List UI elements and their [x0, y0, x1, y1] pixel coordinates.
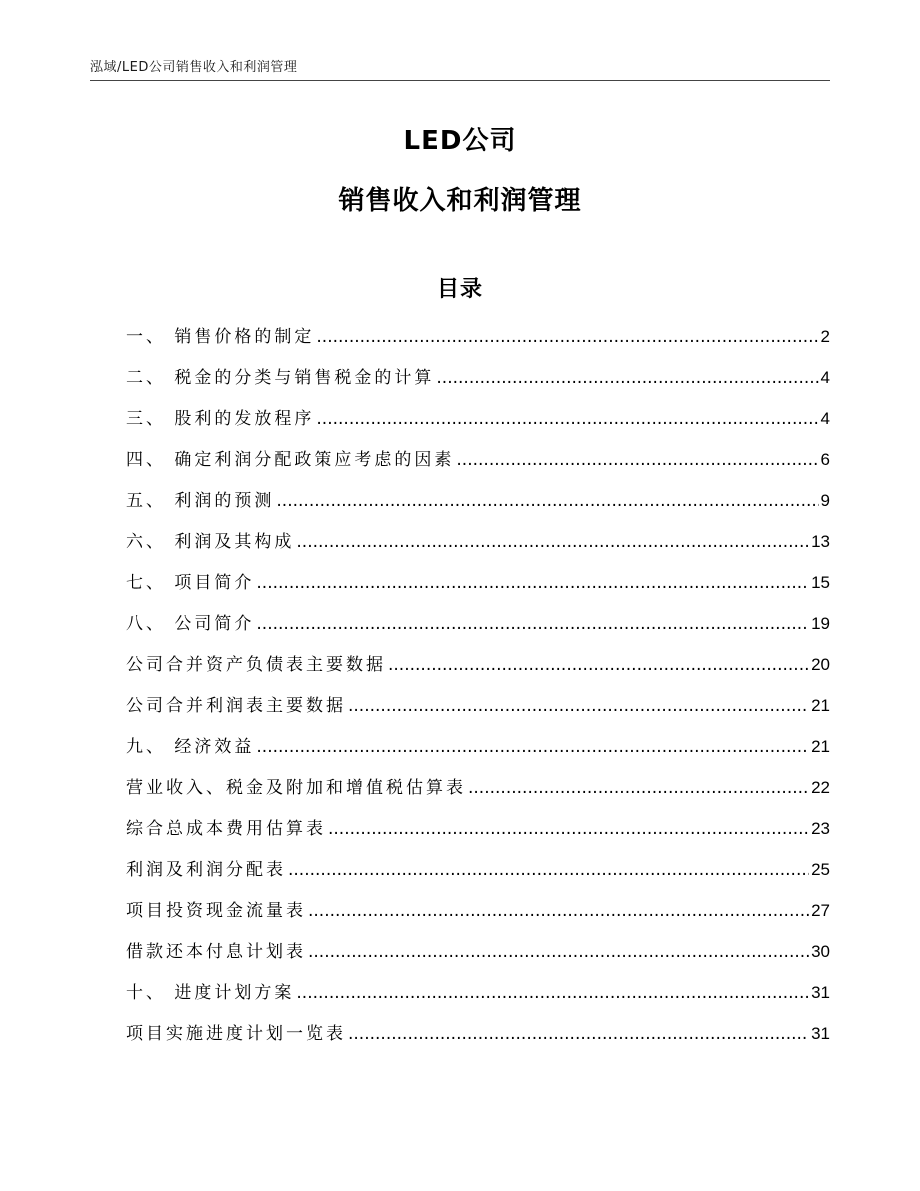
toc-entry-label: 二、 税金的分类与销售税金的计算: [126, 368, 435, 388]
table-of-contents: [126, 322, 830, 1060]
toc-entry[interactable]: [126, 978, 830, 1019]
toc-entry-page: 6: [820, 450, 830, 469]
toc-leader-dots: [468, 773, 809, 803]
toc-entry[interactable]: [126, 445, 830, 486]
toc-leader-dots: [256, 568, 809, 598]
toc-entry[interactable]: [126, 609, 830, 650]
toc-leader-dots: [348, 1019, 809, 1049]
header-divider: [90, 80, 830, 81]
toc-leader-dots: [256, 732, 809, 762]
toc-leader-dots: [328, 814, 809, 844]
running-header: 泓域/LED公司销售收入和利润管理: [90, 60, 298, 75]
toc-entry[interactable]: [126, 322, 830, 363]
toc-entry-label: 五、 利润的预测: [126, 491, 275, 511]
toc-leader-dots: [388, 650, 809, 680]
toc-entry-label: 九、 经济效益: [126, 737, 255, 757]
toc-entry-label: 十、 进度计划方案: [126, 983, 295, 1003]
toc-entry-label: 综合总成本费用估算表: [126, 819, 326, 839]
toc-leader-dots: [256, 609, 809, 639]
toc-entry[interactable]: [126, 527, 830, 568]
toc-entry[interactable]: [126, 691, 830, 732]
toc-entry[interactable]: [126, 855, 830, 896]
toc-entry-page: 31: [811, 1024, 830, 1043]
toc-entry-page: 25: [811, 860, 830, 879]
toc-entry-label: 六、 利润及其构成: [126, 532, 295, 552]
toc-entry-page: 30: [811, 942, 830, 961]
toc-entry-page: 21: [811, 696, 830, 715]
toc-entry-label: 八、 公司简介: [126, 614, 255, 634]
toc-leader-dots: [456, 445, 818, 475]
toc-entry-page: 13: [811, 532, 830, 551]
toc-entry-label: 三、 股利的发放程序: [126, 409, 315, 429]
toc-entry-label: 项目投资现金流量表: [126, 901, 306, 921]
toc-entry-label: 项目实施进度计划一览表: [126, 1024, 346, 1044]
toc-entry-page: 21: [811, 737, 830, 756]
toc-entry-label: 七、 项目简介: [126, 573, 255, 593]
toc-entry-page: 4: [820, 368, 830, 387]
toc-entry-label: 利润及利润分配表: [126, 860, 286, 880]
toc-leader-dots: [436, 363, 818, 393]
toc-entry-label: 营业收入、税金及附加和增值税估算表: [126, 778, 466, 798]
toc-entry[interactable]: [126, 896, 830, 937]
toc-entry[interactable]: [126, 732, 830, 773]
toc-entry[interactable]: [126, 1019, 830, 1060]
toc-leader-dots: [308, 937, 809, 967]
toc-leader-dots: [288, 855, 809, 885]
toc-entry-page: 23: [811, 819, 830, 838]
toc-entry-label: 借款还本付息计划表: [126, 942, 306, 962]
toc-entry-page: 27: [811, 901, 830, 920]
toc-entry[interactable]: [126, 363, 830, 404]
toc-entry-page: 19: [811, 614, 830, 633]
toc-entry[interactable]: [126, 650, 830, 691]
toc-entry[interactable]: [126, 486, 830, 527]
toc-heading: 目录: [436, 277, 483, 302]
toc-leader-dots: [316, 322, 818, 352]
toc-leader-dots: [308, 896, 809, 926]
toc-leader-dots: [296, 978, 809, 1008]
toc-entry-page: 2: [820, 327, 830, 346]
toc-leader-dots: [276, 486, 818, 516]
toc-entry-page: 15: [811, 573, 830, 592]
toc-entry[interactable]: [126, 937, 830, 978]
toc-entry-label: 四、 确定利润分配政策应考虑的因素: [126, 450, 455, 470]
toc-entry-page: 22: [811, 778, 830, 797]
toc-entry[interactable]: [126, 404, 830, 445]
toc-entry-page: 31: [811, 983, 830, 1002]
toc-leader-dots: [316, 404, 818, 434]
toc-entry-page: 4: [820, 409, 830, 428]
toc-entry-label: 公司合并利润表主要数据: [126, 696, 346, 716]
toc-entry-page: 20: [811, 655, 830, 674]
toc-leader-dots: [348, 691, 809, 721]
toc-leader-dots: [296, 527, 809, 557]
toc-entry-label: 公司合并资产负债表主要数据: [126, 655, 386, 675]
toc-entry[interactable]: [126, 568, 830, 609]
toc-entry-page: 9: [820, 491, 830, 510]
toc-entry[interactable]: [126, 773, 830, 814]
document-title-line2: 销售收入和利润管理: [338, 186, 582, 216]
toc-entry[interactable]: [126, 814, 830, 855]
document-title-line1: LED公司: [403, 126, 517, 156]
toc-entry-label: 一、 销售价格的制定: [126, 327, 315, 347]
